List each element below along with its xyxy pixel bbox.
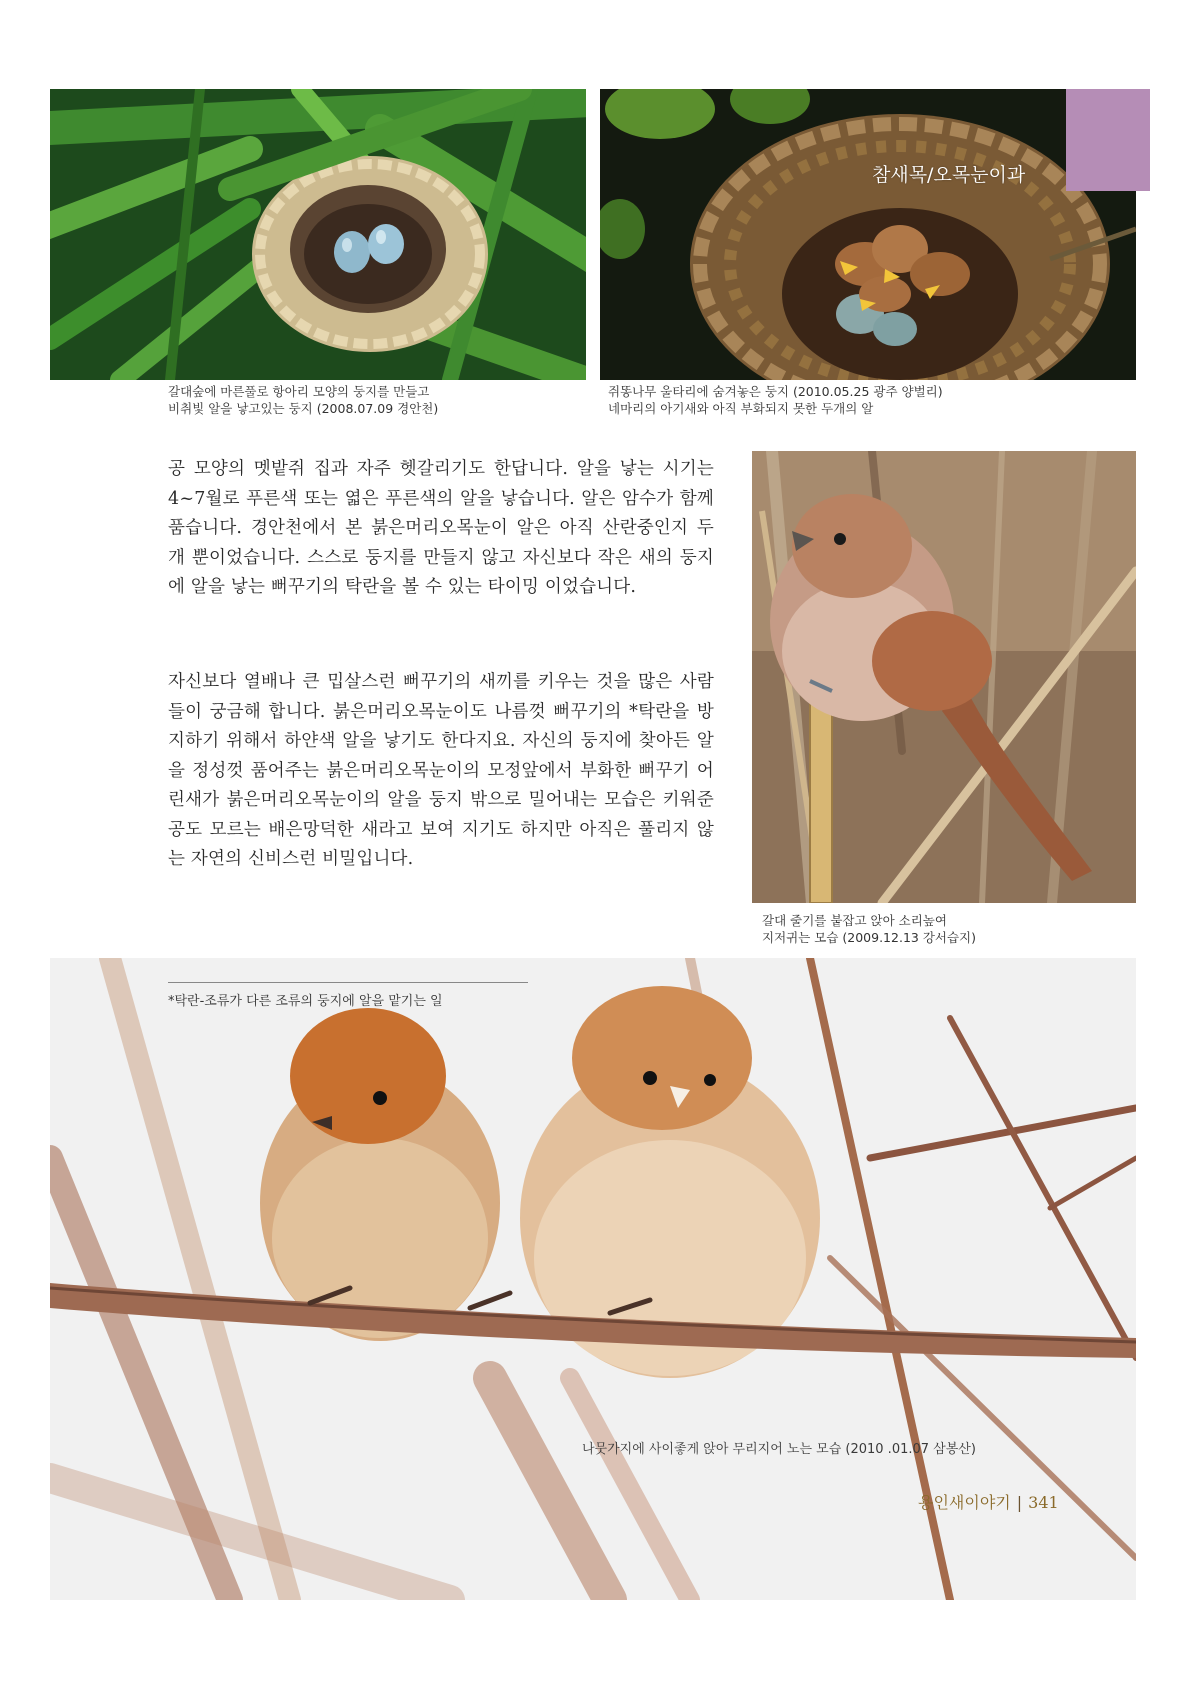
caption-line: 갈대숲에 마른풀로 항아리 모양의 둥지를 만들고 [168,384,430,399]
nest-eggs-caption [168,383,438,417]
footer-separator: | [1016,1493,1023,1512]
birds-branch-caption: 나뭇가지에 사이좋게 앉아 무리지어 노는 모습 (2010 .01.07 삼봉산) [582,1442,976,1457]
caption-line: 지저귀는 모습 (2009.12.13 강서습지) [762,930,976,945]
page-footer [918,1490,1059,1513]
nest-eggs-photo [50,89,586,380]
caption-line: 쥐똥나무 울타리에 숨겨놓은 둥지 (2010.05.25 광주 양벌리) [608,384,943,399]
caption-line: 비취빛 알을 낳고있는 둥지 (2008.07.09 경안천) [168,401,439,416]
page-number: 341 [1028,1493,1059,1512]
bird-reed-caption [762,912,976,946]
footnote-divider [168,982,528,983]
body-paragraph-2 [168,668,714,875]
bird-reed-photo [752,451,1136,903]
nest-chicks-photo [600,89,1136,380]
paragraph-text: 공 모양의 멧밭쥐 집과 자주 헷갈리기도 한답니다. 알을 낳는 시기는 4~7월로 푸른색 또는 엷은 푸른색의 알을 낳습니다. 알은 암수가 함께 품습니다. 경안천에서 본 붉은머리오목눈이 알은 아직 산란중인지 두 개 뿐이었습니다. 스스로 둥지를 만들지 않고 자신보다 작은 새의 둥지에 알을 낳는 뻐꾸기의 탁란을 볼 수 있는 타이밍 이었습니다. [168,459,714,597]
book-title: 용인새이야기 [918,1493,1011,1512]
paragraph-text: 자신보다 열배나 큰 밉살스런 뻐꾸기의 새끼를 키우는 것을 많은 사람들이 궁금해 합니다. 붉은머리오목눈이도 나름껏 뻐꾸기의 *탁란을 방지하기 위해서 하얀색 알을 낳기도 한다지요. 자신의 둥지에 찾아든 알을 정성껏 품어주는 붉은머리오목눈이의 모정앞에서 부화한 뻐꾸기 어린새가 붉은머리오목눈이의 알을 둥지 밖으로 밀어내는 모습은 키워준 공도 모르는 배은망덕한 새라고 보여 지기도 하지만 아직은 풀리지 않는 자연의 신비스런 비밀입니다. [168,672,714,869]
body-paragraph-1 [168,455,714,603]
category-label: 참새목/오목눈이과 [872,164,1026,186]
category-tab [1066,89,1150,191]
caption-line: 네마리의 아기새와 아직 부화되지 못한 두개의 알 [608,401,874,416]
nest-chicks-caption [608,383,943,417]
caption-line: 갈대 줄기를 붙잡고 앉아 소리높여 [762,913,947,928]
footnote: *탁란-조류가 다른 조류의 둥지에 알을 맡기는 일 [168,994,443,1009]
